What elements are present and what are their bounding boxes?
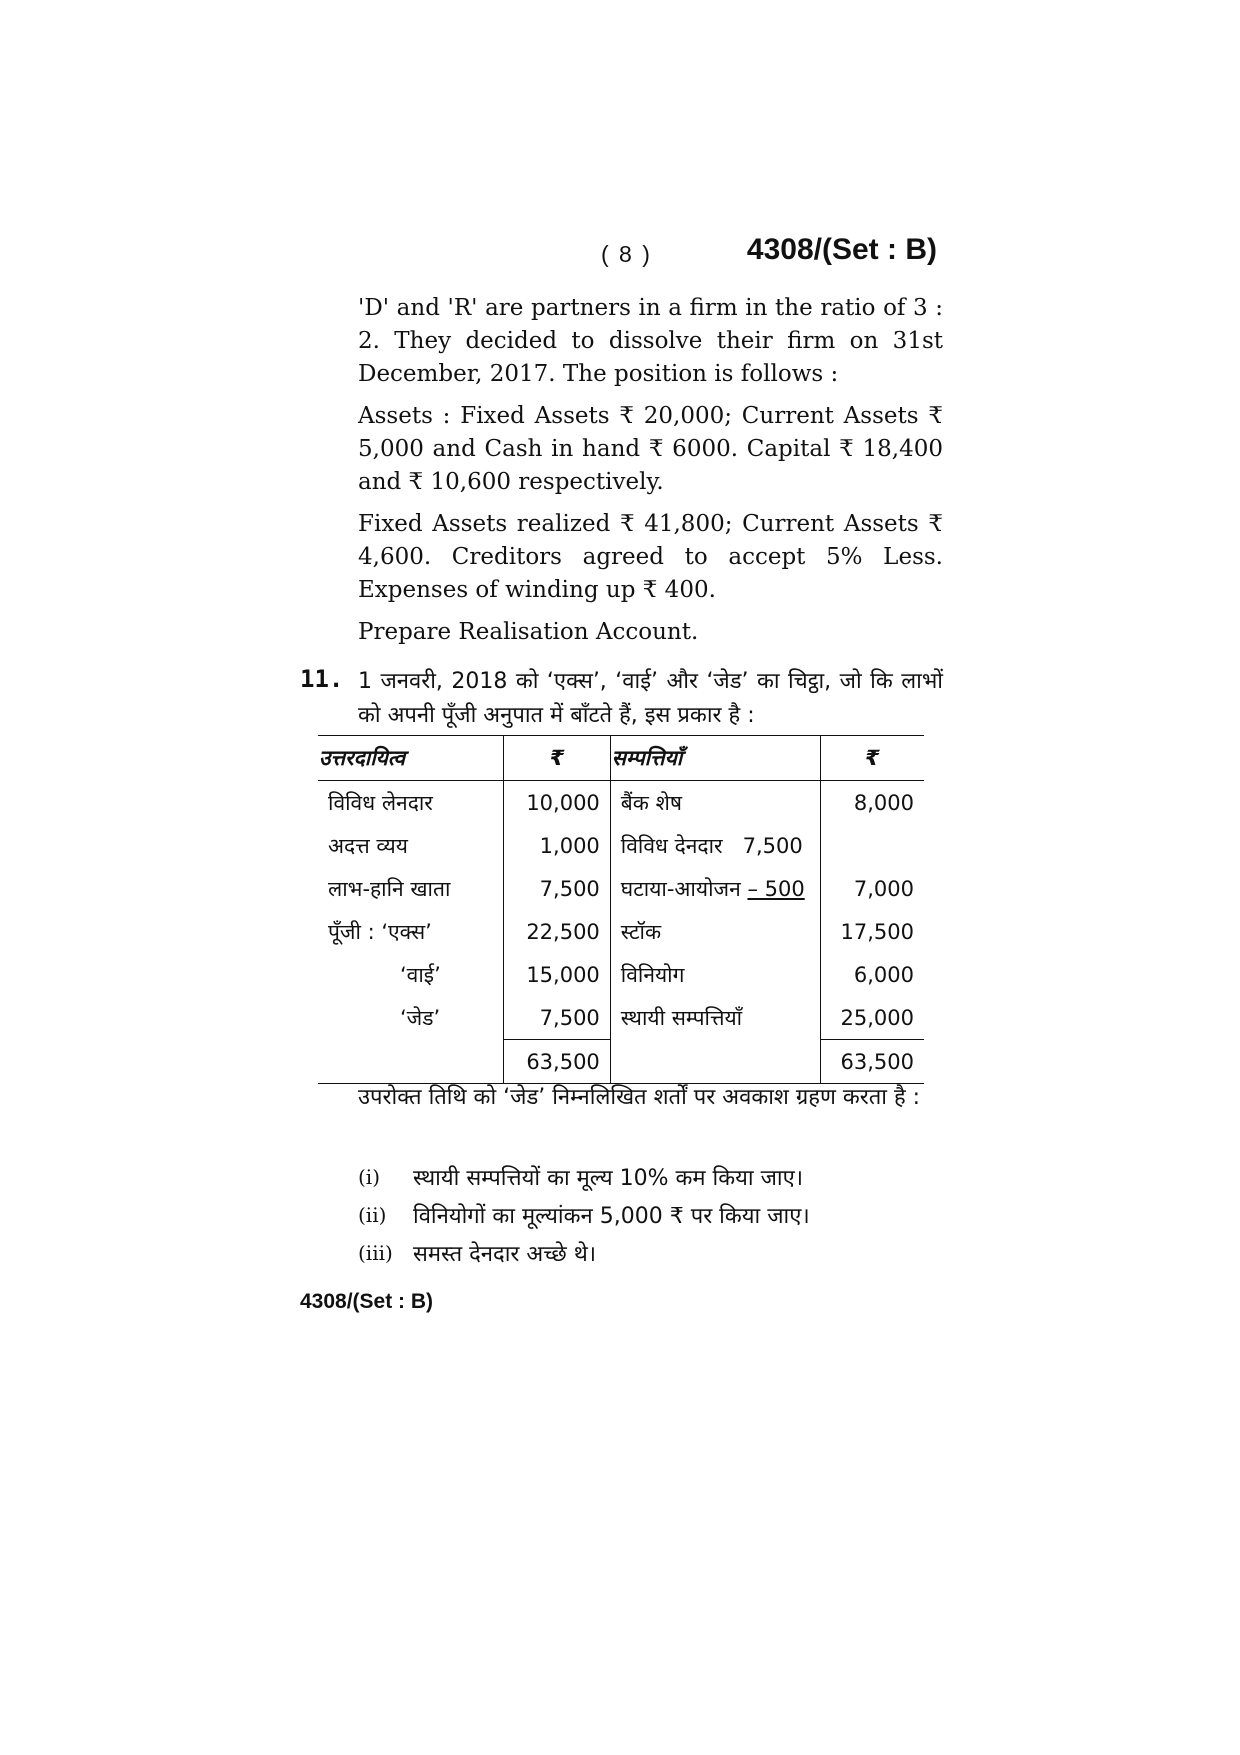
table-row — [318, 953, 924, 996]
question-text: 1 जनवरी, 2018 को ‘एक्स’, ‘वाई’ और ‘जेड’ का चिट्ठा, जो कि लाभों को अपनी पूँजी अनुपात में बाँटते हैं, इस प्रकार है : — [358, 669, 943, 728]
asset-sub-amount: – 500 — [747, 876, 805, 901]
asset-cell — [610, 867, 820, 910]
page-header — [0, 233, 1240, 273]
question-10-text — [358, 292, 943, 658]
total-assets: 63,500 — [820, 1040, 924, 1084]
list-item — [358, 1234, 943, 1272]
asset-label: विविध देनदार — [620, 833, 723, 858]
header-rupee: ₹ — [820, 736, 924, 781]
liability-amount: 1,000 — [504, 824, 611, 867]
paragraph: Prepare Realisation Account. — [358, 619, 699, 645]
asset-amount — [820, 824, 924, 867]
liability-cell: ‘जेड’ — [400, 1005, 441, 1030]
liability-amount: 10,000 — [504, 781, 611, 825]
empty-cell — [610, 1040, 820, 1084]
header-rupee: ₹ — [504, 736, 611, 781]
asset-sub-amount: 7,500 — [742, 833, 803, 858]
empty-cell — [318, 1040, 504, 1084]
condition-text: स्थायी सम्पत्तियों का मूल्य 10% कम किया जाए। — [413, 1166, 804, 1191]
liability-amount: 22,500 — [504, 910, 611, 953]
liability-cell: ‘वाई’ — [400, 962, 441, 987]
total-row — [318, 1040, 924, 1084]
paragraph: Fixed Assets realized ₹ 41,800; Current Assets ₹ 4,600. Creditors agreed to accept 5% Less. Expenses of winding up ₹ 400. — [358, 511, 943, 603]
table-row — [318, 781, 924, 825]
asset-cell: बैंक शेष — [610, 781, 820, 825]
condition-number: (i) — [358, 1165, 381, 1189]
asset-cell — [610, 824, 820, 867]
header-assets: सम्पत्तियाँ — [610, 736, 820, 781]
total-liabilities: 63,500 — [504, 1040, 611, 1084]
header-liabilities: उत्तरदायित्व — [318, 736, 504, 781]
table-row — [318, 910, 924, 953]
asset-amount: 6,000 — [853, 962, 914, 987]
conditions-list — [358, 1158, 943, 1272]
paragraph: 'D' and 'R' are partners in a firm in the ratio of 3 : 2. They decided to dissolve their firm on 31st December, 2017. The position is follows : — [358, 295, 943, 387]
condition-text: विनियोगों का मूल्यांकन 5,000 ₹ पर किया जाए। — [413, 1204, 810, 1229]
asset-cell: स्टॉक — [610, 910, 820, 953]
table-row — [318, 824, 924, 867]
question-number: 11. — [300, 665, 344, 693]
condition-text: समस्त देनदार अच्छे थे। — [413, 1242, 597, 1267]
liability-amount: 7,500 — [504, 996, 611, 1040]
retirement-statement: उपरोक्त तिथि को ‘जेड’ निम्नलिखित शर्तों पर अवकाश ग्रहण करता है : — [358, 1085, 921, 1110]
asset-cell: विनियोग — [610, 953, 820, 996]
set-code: 4308/(Set : B) — [746, 233, 937, 266]
liability-cell: लाभ-हानि खाता — [328, 876, 451, 901]
asset-amount: 7,000 — [853, 876, 914, 901]
asset-label: घटाया-आयोजन — [620, 876, 741, 901]
table-row — [318, 867, 924, 910]
table-header-row — [318, 736, 924, 781]
liability-cell: अदत्त व्यय — [328, 833, 408, 858]
liability-amount: 15,000 — [504, 953, 611, 996]
balance-sheet-table — [318, 735, 924, 1084]
condition-number: (ii) — [358, 1203, 387, 1227]
page-footer: 4308/(Set : B) — [300, 1290, 434, 1313]
asset-amount: 8,000 — [853, 790, 914, 815]
liability-cell: विविध लेनदार — [328, 790, 433, 815]
asset-amount: 17,500 — [840, 919, 914, 944]
asset-cell: स्थायी सम्पत्तियाँ — [610, 996, 820, 1040]
paragraph: Assets : Fixed Assets ₹ 20,000; Current Assets ₹ 5,000 and Cash in hand ₹ 6000. Capital ₹ 18,400 and ₹ 10,600 respectively. — [358, 403, 943, 495]
list-item — [358, 1196, 943, 1234]
asset-amount: 25,000 — [840, 1005, 914, 1030]
liability-amount: 7,500 — [504, 867, 611, 910]
table-row — [318, 996, 924, 1040]
page-number: ( 8 ) — [601, 241, 652, 267]
list-item — [358, 1158, 943, 1196]
condition-number: (iii) — [358, 1241, 393, 1265]
liability-cell: पूँजी : ‘एक्स’ — [328, 919, 432, 944]
